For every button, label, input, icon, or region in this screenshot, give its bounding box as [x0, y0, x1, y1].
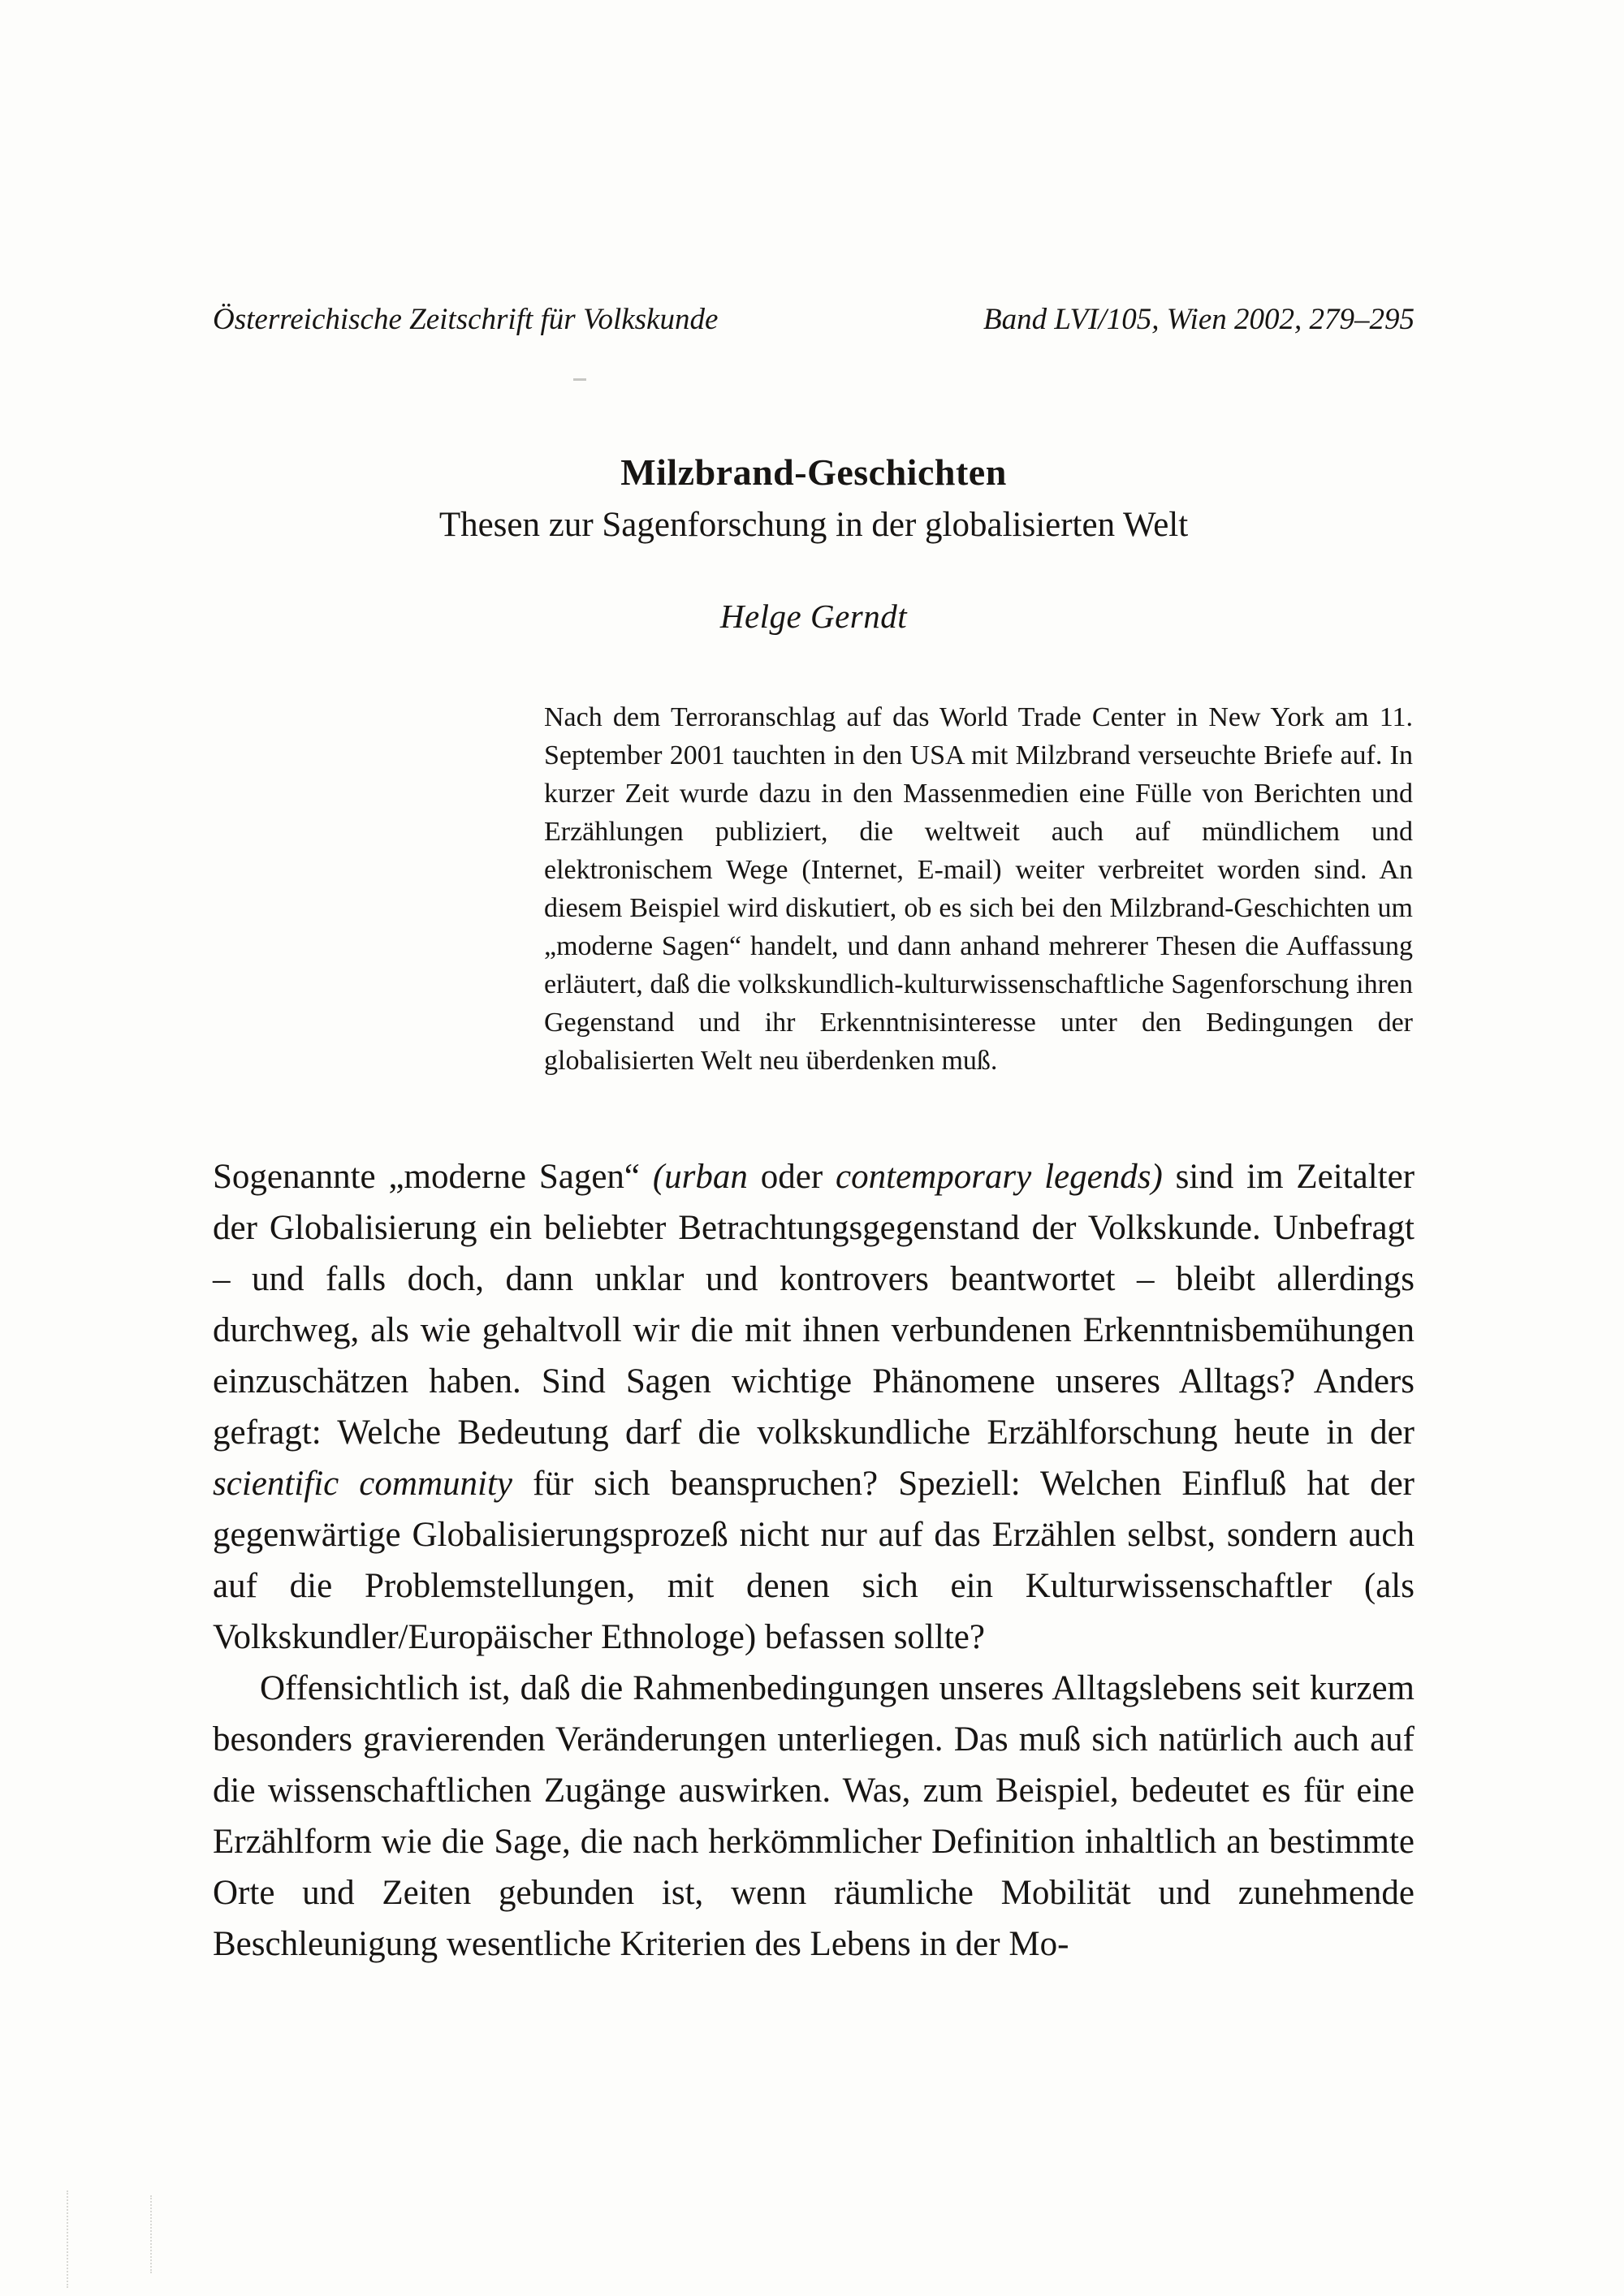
- article-body: [213, 1151, 1415, 1970]
- article-subtitle: Thesen zur Sagenforschung in der globalisierten Welt: [438, 506, 1189, 544]
- scan-artifact-line: [150, 2195, 152, 2273]
- paragraph: [213, 1151, 1415, 1663]
- journal-name: Österreichische Zeitschrift für Volkskunde: [213, 303, 719, 336]
- text-segment: Offensichtlich ist, daß die Rahmenbedingungen unseres Alltagslebens seit kurzem besonders gravierenden Veränderungen unterliegen. Das muß sich natürlich auch auf die wissenschaftlichen Zugänge auswirken. Was, zum Beispiel, bedeutet es für eine Erzählform wie die Sage, die nach herkömmlicher Definition inhaltlich an bestimmte Orte und Zeiten gebunden ist, wenn räumliche Mobilität und zunehmende Beschleunigung wesentliche Kriterien des Lebens in der Mo-: [213, 1669, 1415, 1963]
- article-title: Milzbrand-Geschichten: [620, 451, 1007, 493]
- italic-text-segment: scientific community: [213, 1465, 512, 1503]
- italic-text-segment: contemporary legends): [836, 1158, 1163, 1196]
- text-segment: oder: [747, 1158, 836, 1196]
- running-header: [213, 302, 1415, 338]
- author-name: Helge Gerndt: [719, 598, 908, 635]
- text-segment: sind im Zeitalter der Globalisierung ein beliebter Betrachtungsgegenstand der Volkskunde. Unbefragt – und falls doch, dann unklar und kontrovers beantwortet – bleibt allerdings durchweg, als wie gehaltvoll wir die mit ihnen verbundenen Erkenntnisbemühungen einzuschätzen haben. Sind Sagen wichtige Phänomene unseres Alltags? Anders gefragt: Welche Bedeutung darf die volkskundliche Erzählforschung heute in der: [213, 1158, 1415, 1452]
- text-segment: für sich beanspruchen? Speziell: Welchen Einfluß hat der gegenwärtige Globalisierungsprozeß nicht nur auf das Erzählen selbst, sondern auch auf die Problemstellungen, mit denen sich ein Kulturwissenschaftler (als Volkskundler/Europäischer Ethnologe) befassen sollte?: [213, 1465, 1415, 1656]
- page-content: [213, 302, 1415, 1970]
- text-segment: Sogenannte „moderne Sagen“: [213, 1158, 653, 1196]
- paragraph: [213, 1663, 1415, 1970]
- italic-text-segment: (urban: [652, 1158, 748, 1196]
- scan-artifact-line: [67, 2190, 68, 2288]
- issue-info: Band LVI/105, Wien 2002, 279–295: [983, 303, 1415, 336]
- abstract-text: Nach dem Terroranschlag auf das World Trade Center in New York am 11. September 2001 tauchten in den USA mit Milzbrand verseuchte Briefe auf. In kurzer Zeit wurde dazu in den Massenmedien eine Fülle von Berichten und Erzählungen publiziert, die weltweit auch auf mündlichem und elektronischem Wege (Internet, E-mail) weiter verbreitet worden sind. An diesem Beispiel wird diskutiert, ob es sich bei den Milzbrand-Geschichten um „moderne Sagen“ handelt, und dann anhand mehrerer Thesen die Auffassung erläutert, daß die volkskundlich-kulturwissenschaftliche Sagenforschung ihren Gegenstand und ihr Erkenntnisinteresse unter den Bedingungen der globalisierten Welt neu überdenken muß.: [544, 702, 1413, 1076]
